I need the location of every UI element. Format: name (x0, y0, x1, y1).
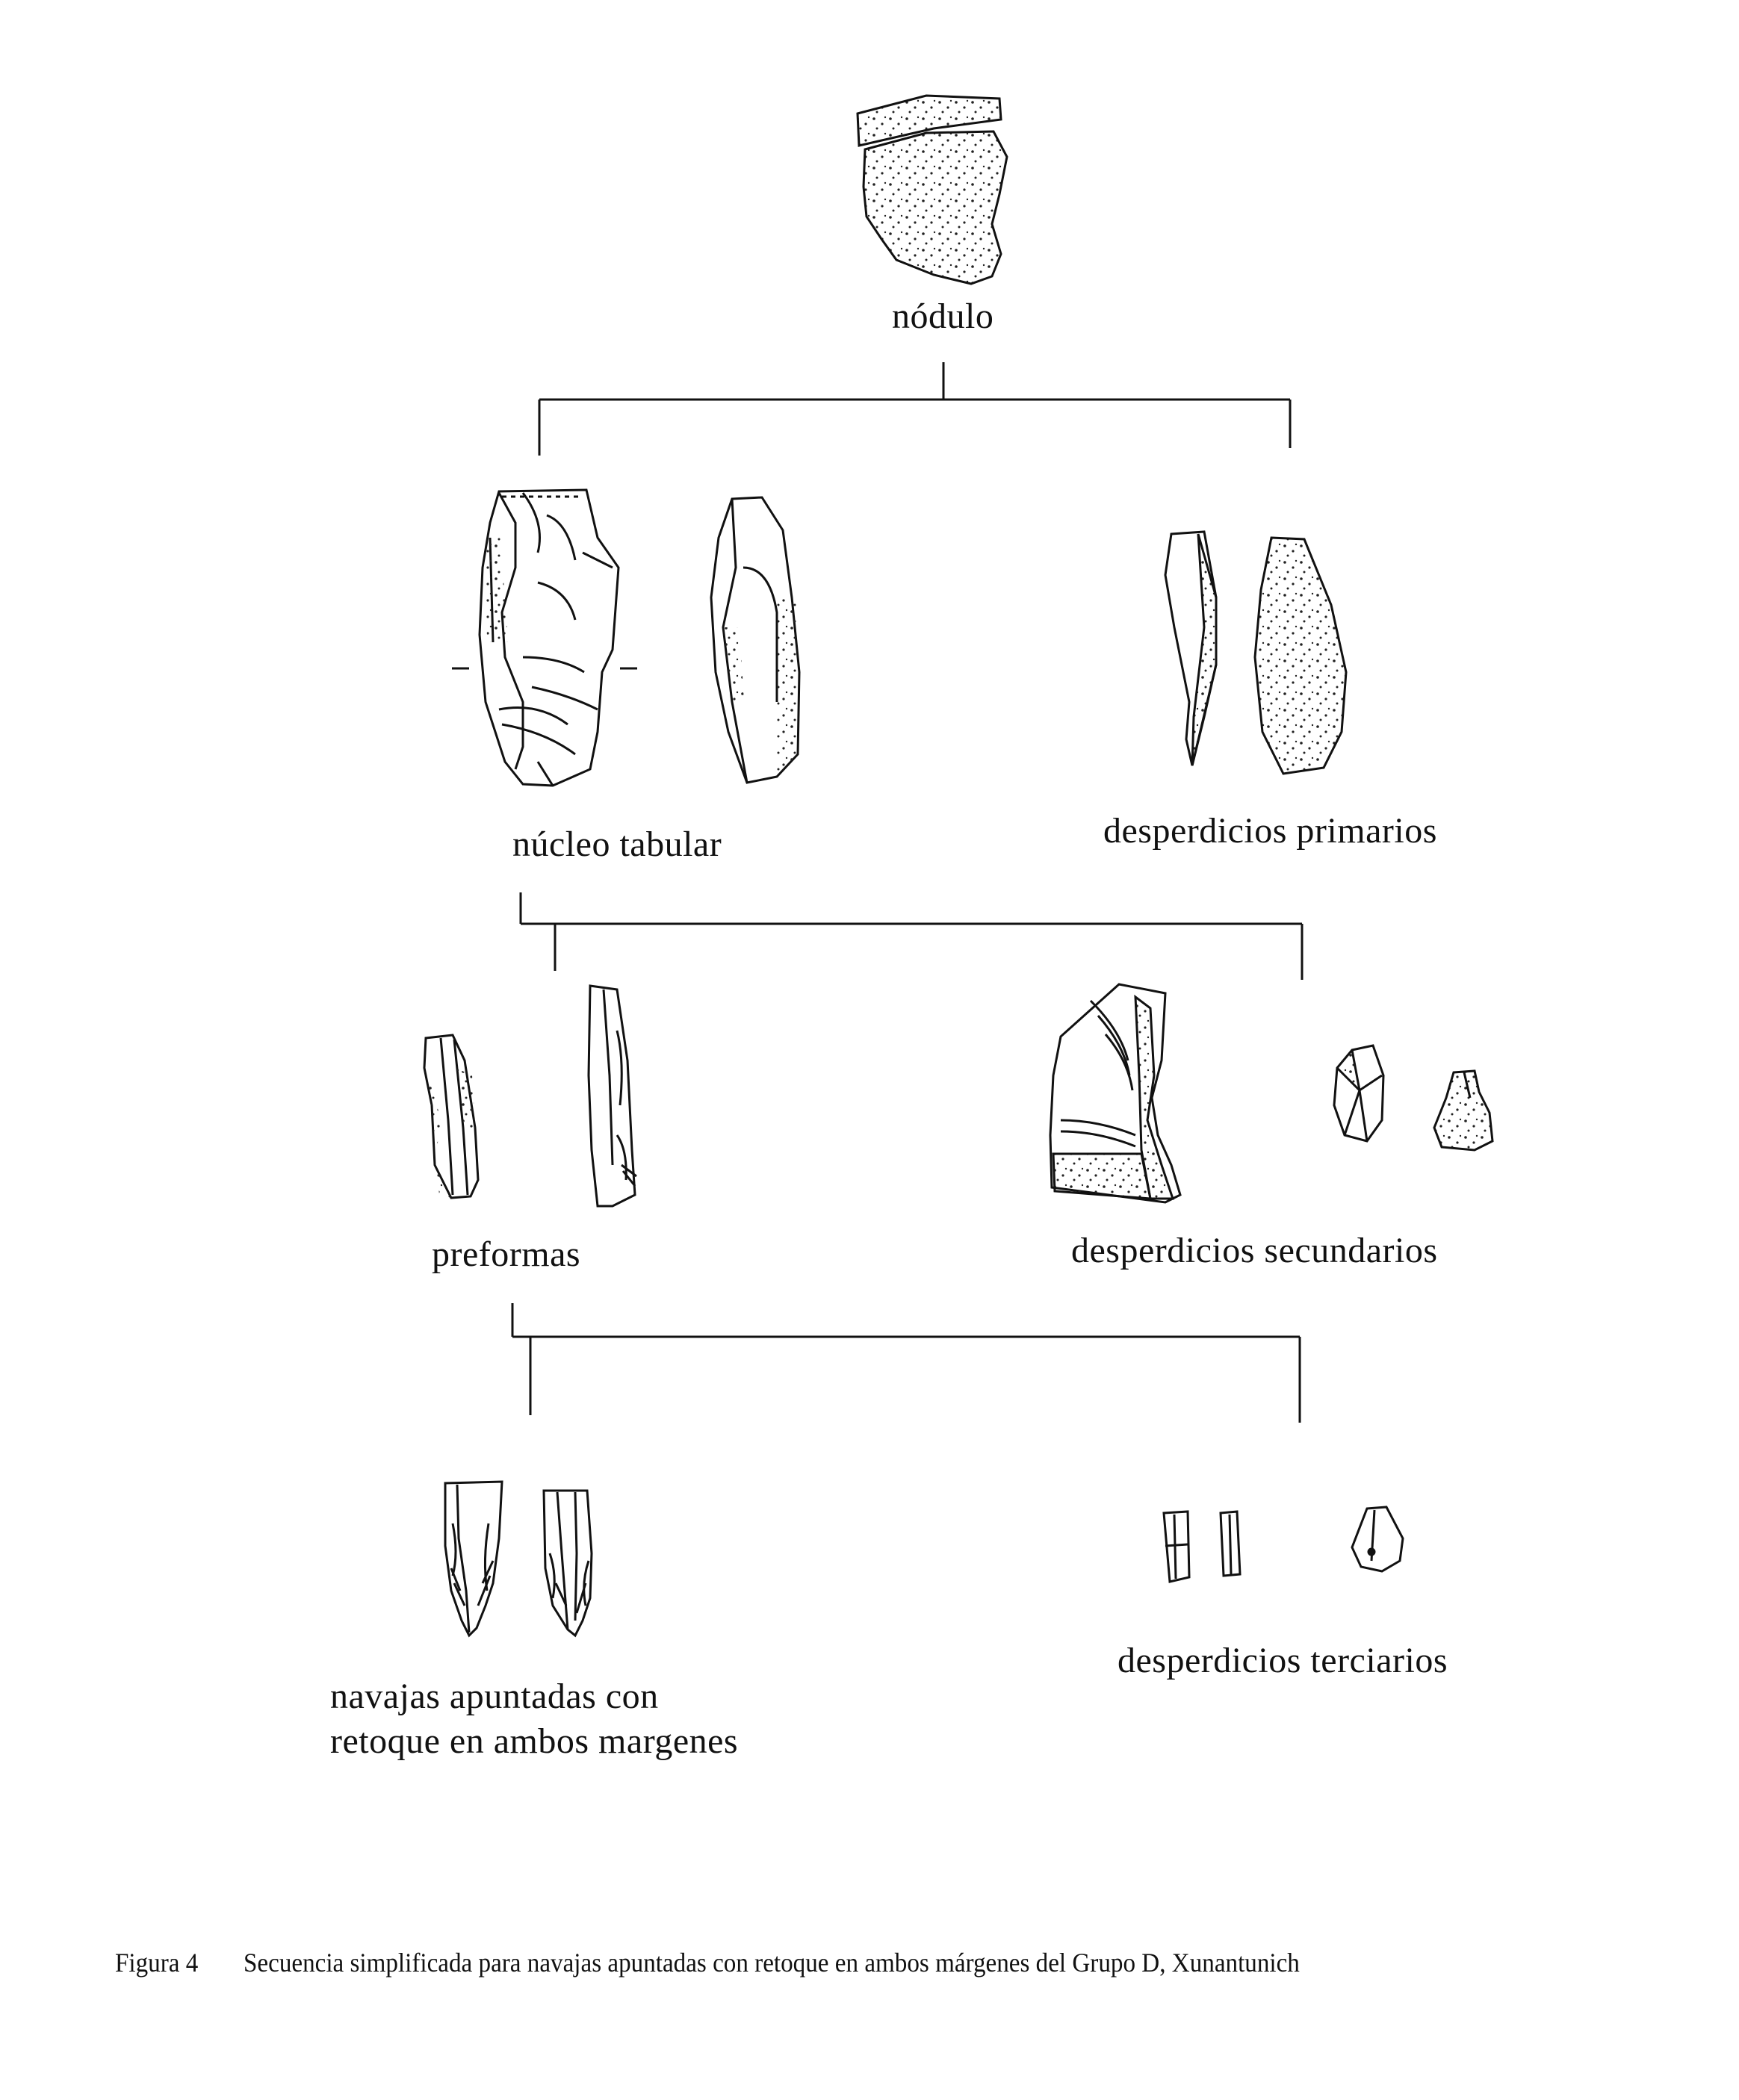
label-preformas: preformas (432, 1234, 581, 1274)
figure-caption-number: Figura 4 (115, 1948, 199, 1978)
tabular-core-side-drawing (711, 497, 799, 783)
nodule-drawing (858, 96, 1007, 284)
secondary-debris-drawing-1 (1050, 984, 1180, 1202)
pointed-blade-drawing-2 (544, 1491, 592, 1635)
label-nucleo-tabular: núcleo tabular (512, 824, 722, 864)
primary-debris-drawing (1165, 532, 1346, 774)
label-nodulo: nódulo (892, 296, 994, 336)
label-navajas-line2: retoque en ambos margenes (330, 1721, 739, 1761)
secondary-debris-drawing-2 (1334, 1046, 1383, 1141)
label-desperdicios-primarios: desperdicios primarios (1103, 811, 1437, 851)
tertiary-debris-drawing (1164, 1507, 1403, 1582)
secondary-debris-drawing-3 (1434, 1071, 1492, 1150)
tabular-core-drawing (452, 490, 637, 786)
label-navajas-line1: navajas apuntadas con (330, 1677, 659, 1716)
label-desperdicios-terciarios: desperdicios terciarios (1118, 1641, 1448, 1680)
label-desperdicios-secundarios: desperdicios secundarios (1071, 1231, 1438, 1270)
preform-drawing-2 (589, 986, 636, 1206)
pointed-blade-drawing-1 (445, 1482, 502, 1635)
preform-drawing-1 (424, 1035, 478, 1198)
figure-caption-text: Secuencia simplificada para navajas apuntadas con retoque en ambos márgenes del Grupo D, Xunantunich (244, 1948, 1300, 1978)
